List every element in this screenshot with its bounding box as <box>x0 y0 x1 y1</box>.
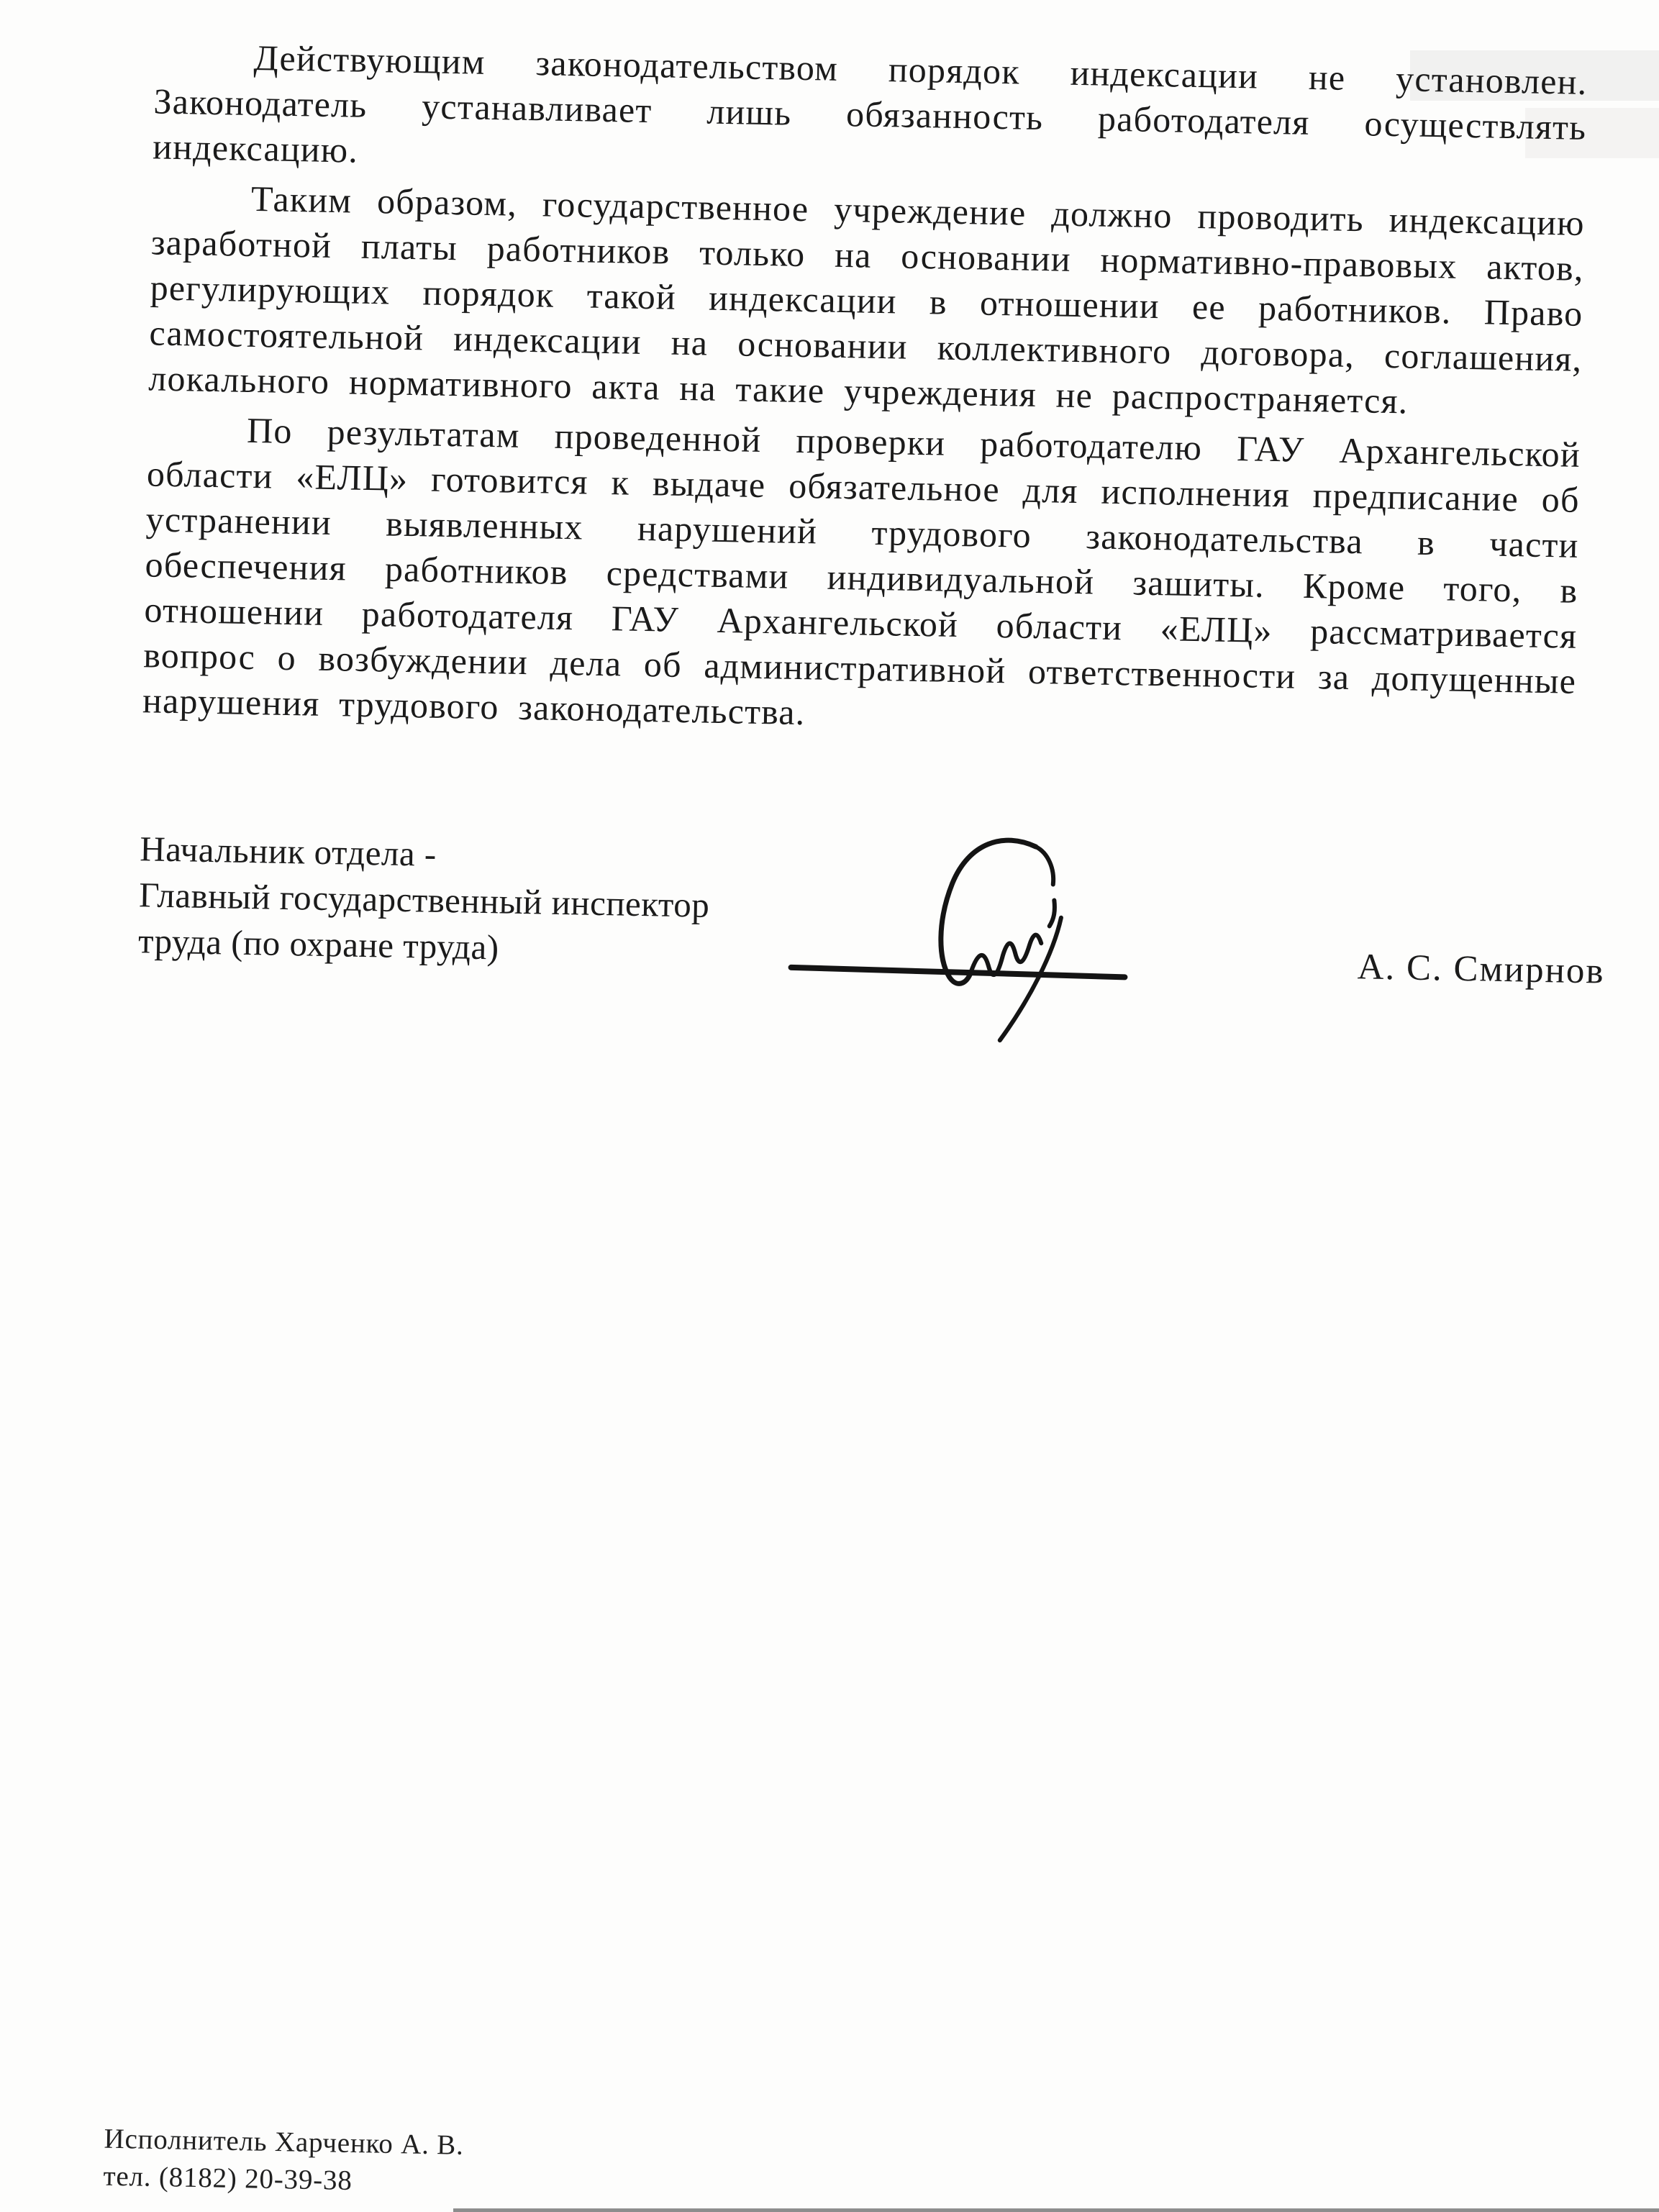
executor-phone: тел. (8182) 20-39-38 <box>103 2160 353 2196</box>
paragraph-indexation-not-set: Действующим законодательством порядок индексации не установлен. Законодатель устанавливает лишь обязанность работодателя осуществлять индексацию. <box>152 37 1588 170</box>
executor-line: Исполнитель Харченко А. В. <box>104 2123 465 2161</box>
handwritten-signature-icon <box>784 827 1249 1058</box>
paragraph-inspection-results: По результатам проведенной проверки работодателю ГАУ Архангельской области «ЕЛЦ» готовится к выдаче обязательное для исполнения предписание об устранении выявленных нарушений трудового законодательства в части обеспечения работников средствами индивидуальной зашиты. Кроме того, в отношении работодателя ГАУ Архангельской области «ЕЛЦ» рассматривается вопрос о возбуждении дела об административной ответственности за допущенные нарушения трудового законодательства. <box>142 409 1581 733</box>
signer-title <box>138 826 711 975</box>
signer-title-line: Начальник отдела - <box>139 829 437 874</box>
paragraph-indexation-basis: Таким образом, государственное учреждение должно проводить индексацию заработной платы работников только на основании нормативно-правовых актов, регулирующих порядок такой индексации в отношении ее работников. Право самостоятельной индексации на основании коллективного договора, соглашения, локального нормативного акта на такие учреждения не распространяется. <box>147 178 1586 422</box>
signer-title-line: труда (по охране труда) <box>137 921 500 968</box>
signature-block <box>136 819 1605 1089</box>
signer-title-line: Главный государственный инспектор <box>138 875 710 925</box>
body-text <box>142 33 1588 754</box>
executor-footer <box>103 2121 464 2202</box>
signee-name: А. С. Смирнов <box>1357 947 1605 992</box>
scan-edge-artifact <box>453 2208 1659 2212</box>
